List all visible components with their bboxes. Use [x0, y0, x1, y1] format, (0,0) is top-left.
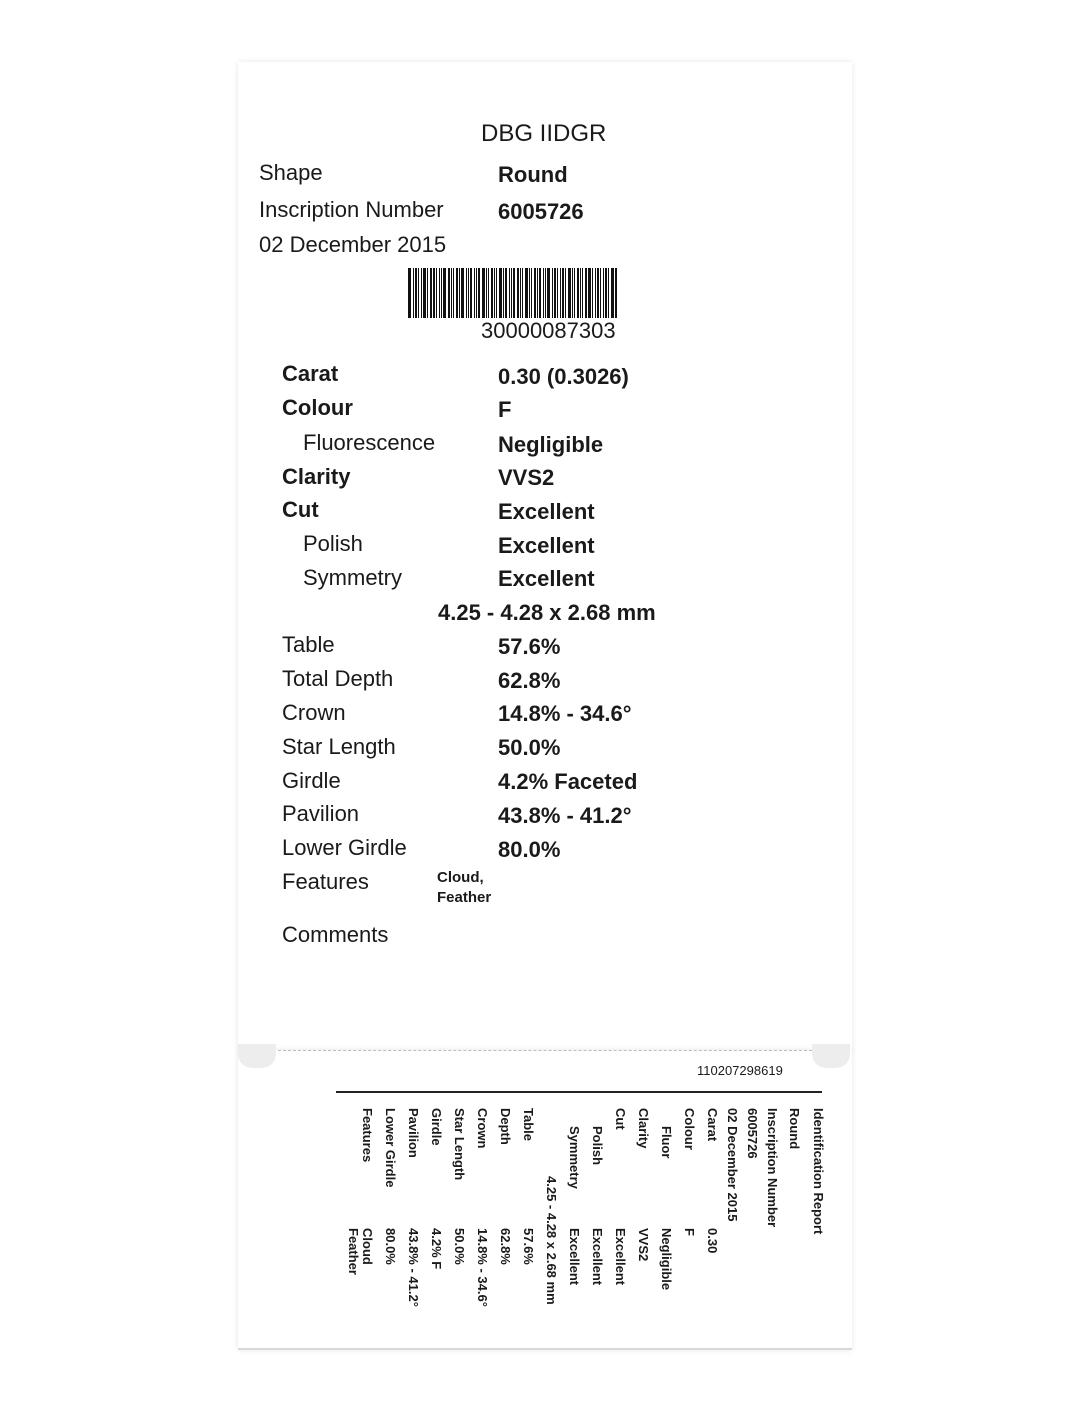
- symmetry-label: Symmetry: [303, 565, 402, 590]
- barcode-bar: [529, 268, 530, 318]
- right-notch: [812, 1044, 850, 1068]
- stub-row-value: F: [682, 1228, 697, 1236]
- barcode-bar: [557, 268, 558, 318]
- barcode-bar: [433, 268, 435, 318]
- barcode-bar: [600, 268, 601, 318]
- stub-row-value: Excellent: [613, 1228, 628, 1286]
- barcode-bar: [568, 268, 571, 318]
- barcode-bar: [436, 268, 437, 318]
- barcode-bar: [513, 268, 515, 318]
- colour-label: Colour: [282, 395, 353, 420]
- pavilion-value: 43.8% - 41.2°: [498, 803, 632, 828]
- barcode-bar: [468, 268, 469, 318]
- barcode-bar: [511, 268, 512, 318]
- barcode-bar: [517, 268, 519, 318]
- perforation-line: [278, 1050, 812, 1059]
- table-label: Table: [282, 632, 335, 657]
- inscription-value: 6005726: [498, 199, 584, 224]
- barcode-bar: [509, 268, 510, 318]
- barcode-bar: [439, 268, 440, 318]
- barcode-bar: [461, 268, 464, 318]
- inscription-label: Inscription Number: [259, 197, 444, 222]
- barcode-bar: [595, 268, 596, 318]
- stub-row-label: Cut: [613, 1108, 628, 1130]
- depth-value: 62.8%: [498, 668, 561, 693]
- stub-shape: Round: [787, 1108, 802, 1150]
- features-value-1: Cloud,: [437, 869, 484, 886]
- barcode-bar: [574, 268, 575, 318]
- barcode-bar: [597, 268, 599, 318]
- clarity-label: Clarity: [282, 464, 351, 489]
- barcode-bar: [525, 268, 528, 318]
- stub-row-value: Cloud: [360, 1228, 375, 1265]
- lower-girdle-value: 80.0%: [498, 837, 561, 862]
- barcode-bar: [552, 268, 553, 318]
- stub-row-label: Depth: [498, 1108, 513, 1145]
- barcode-bar: [611, 268, 614, 318]
- barcode-bar: [545, 268, 546, 318]
- stub-row-label: Clarity: [636, 1108, 651, 1149]
- girdle-value: 4.2% Faceted: [498, 769, 638, 794]
- barcode-bar: [577, 268, 579, 318]
- stub-row-value: 57.6%: [521, 1228, 536, 1265]
- barcode-bar: [494, 268, 495, 318]
- barcode-bar: [560, 268, 561, 318]
- cut-value: Excellent: [498, 499, 595, 524]
- polish-value: Excellent: [498, 533, 595, 558]
- barcode-bar: [441, 268, 442, 318]
- stub-inscription: 6005726: [745, 1108, 760, 1159]
- barcode-bar: [486, 268, 487, 318]
- barcode-bar: [443, 268, 446, 318]
- girdle-label: Girdle: [282, 768, 341, 793]
- barcode-bar: [453, 268, 454, 318]
- barcode-bar: [603, 268, 604, 318]
- barcode: [408, 268, 688, 318]
- depth-label: Total Depth: [282, 666, 394, 691]
- barcode-bar: [466, 268, 467, 318]
- stub-row-value: 0.30: [705, 1228, 720, 1254]
- barcode-bar: [448, 268, 450, 318]
- stub-row-value: 4.25 - 4.28 x 2.68 mm: [544, 1176, 559, 1305]
- barcode-bar: [554, 268, 556, 318]
- table-value: 57.6%: [498, 634, 561, 659]
- stub-divider: [336, 1091, 822, 1093]
- barcode-bar: [470, 268, 472, 318]
- stub-row-value: 80.0%: [383, 1228, 398, 1265]
- barcode-bar: [547, 268, 550, 318]
- barcode-bar: [580, 268, 581, 318]
- barcode-bar: [418, 268, 419, 318]
- barcode-bar: [505, 268, 507, 318]
- stub-row-value: 62.8%: [498, 1228, 513, 1265]
- stub-row-value: 50.0%: [452, 1228, 467, 1265]
- left-notch: [238, 1044, 276, 1068]
- stub-row-label: Colour: [682, 1108, 697, 1150]
- barcode-bar: [496, 268, 497, 318]
- pavilion-label: Pavilion: [282, 801, 360, 826]
- barcode-bar: [605, 268, 607, 318]
- barcode-bar: [488, 268, 489, 318]
- barcode-bar: [572, 268, 573, 318]
- barcode-bar: [608, 268, 609, 318]
- barcode-bar: [478, 268, 480, 318]
- barcode-bar: [459, 268, 460, 318]
- barcode-bar: [476, 268, 477, 318]
- star-length-value: 50.0%: [498, 735, 561, 760]
- stub-row-value: 43.8% - 41.2°: [406, 1228, 421, 1307]
- barcode-bar: [482, 268, 485, 318]
- barcode-bar: [499, 268, 502, 318]
- lab-name: DBG IIDGR: [481, 120, 607, 147]
- stub-row-label: Crown: [475, 1108, 490, 1149]
- stub-row-value: 14.8% - 34.6°: [475, 1228, 490, 1307]
- stub-row-label: Symmetry: [567, 1126, 582, 1189]
- stub-inscription-label: Inscription Number: [765, 1108, 780, 1228]
- barcode-bar: [588, 268, 591, 318]
- carat-value: 0.30 (0.3026): [498, 364, 629, 389]
- barcode-bar: [421, 268, 422, 318]
- symmetry-value: Excellent: [498, 566, 595, 591]
- fluorescence-label: Fluorescence: [303, 430, 436, 455]
- cut-label: Cut: [282, 497, 319, 522]
- stub-row-label: Pavilion: [406, 1108, 421, 1158]
- barcode-bar: [531, 268, 532, 318]
- features-label: Features: [282, 869, 369, 894]
- shape-value: Round: [498, 162, 568, 187]
- colour-value: F: [498, 397, 512, 422]
- stub-row-value: 4.2% F: [429, 1228, 444, 1270]
- stub-row-label: Star Length: [452, 1108, 467, 1181]
- stub-date: 02 December 2015: [725, 1108, 740, 1222]
- stub-row-label: Polish: [590, 1126, 605, 1166]
- comments-label: Comments: [282, 922, 389, 947]
- carat-label: Carat: [282, 361, 339, 386]
- stub-row-value: VVS2: [636, 1228, 651, 1262]
- barcode-bar: [565, 268, 566, 318]
- barcode-bar: [520, 268, 521, 318]
- barcode-bar: [451, 268, 452, 318]
- barcode-number: 30000087303: [481, 318, 616, 343]
- stub-row-label: Table: [521, 1108, 536, 1141]
- barcode-bar: [503, 268, 504, 318]
- stub-row-value: Negligible: [659, 1228, 674, 1291]
- barcode-bar: [491, 268, 493, 318]
- lower-girdle-label: Lower Girdle: [282, 835, 407, 860]
- stub-row-label: Features: [360, 1108, 375, 1163]
- measurements: 4.25 - 4.28 x 2.68 mm: [438, 600, 656, 625]
- barcode-bar: [430, 268, 432, 318]
- barcode-bar: [615, 268, 617, 318]
- barcode-bar: [423, 268, 426, 318]
- stub-row-value: Feather: [346, 1228, 361, 1275]
- barcode-bar: [415, 268, 417, 318]
- fluorescence-value: Negligible: [498, 432, 604, 457]
- barcode-bar: [408, 268, 411, 318]
- barcode-bar: [534, 268, 536, 318]
- stub-row-label: Girdle: [429, 1108, 444, 1146]
- stub-serial: 110207298619: [697, 1063, 783, 1078]
- barcode-bar: [582, 268, 583, 318]
- barcode-bar: [522, 268, 523, 318]
- stub-row-value: Excellent: [590, 1228, 605, 1286]
- star-length-label: Star Length: [282, 734, 396, 759]
- crown-label: Crown: [282, 700, 346, 725]
- barcode-bar: [539, 268, 541, 318]
- barcode-bar: [537, 268, 538, 318]
- stub-title: Identification Report: [811, 1108, 826, 1235]
- barcode-bar: [413, 268, 414, 318]
- clarity-value: VVS2: [498, 465, 555, 490]
- features-value-2: Feather: [437, 889, 492, 906]
- crown-value: 14.8% - 34.6°: [498, 701, 632, 726]
- barcode-bar: [543, 268, 544, 318]
- shape-label: Shape: [259, 160, 323, 185]
- barcode-bar: [474, 268, 475, 318]
- barcode-bar: [427, 268, 428, 318]
- stub-row-label: Carat: [705, 1108, 720, 1142]
- polish-label: Polish: [303, 531, 363, 556]
- barcode-bar: [585, 268, 587, 318]
- barcode-bar: [456, 268, 458, 318]
- barcode-bar: [592, 268, 593, 318]
- stub-row-label: Fluor: [659, 1126, 674, 1159]
- stub-row-value: Excellent: [567, 1228, 582, 1286]
- report-date: 02 December 2015: [259, 232, 447, 257]
- barcode-bar: [562, 268, 564, 318]
- stub-row-label: Lower Girdle: [383, 1108, 398, 1188]
